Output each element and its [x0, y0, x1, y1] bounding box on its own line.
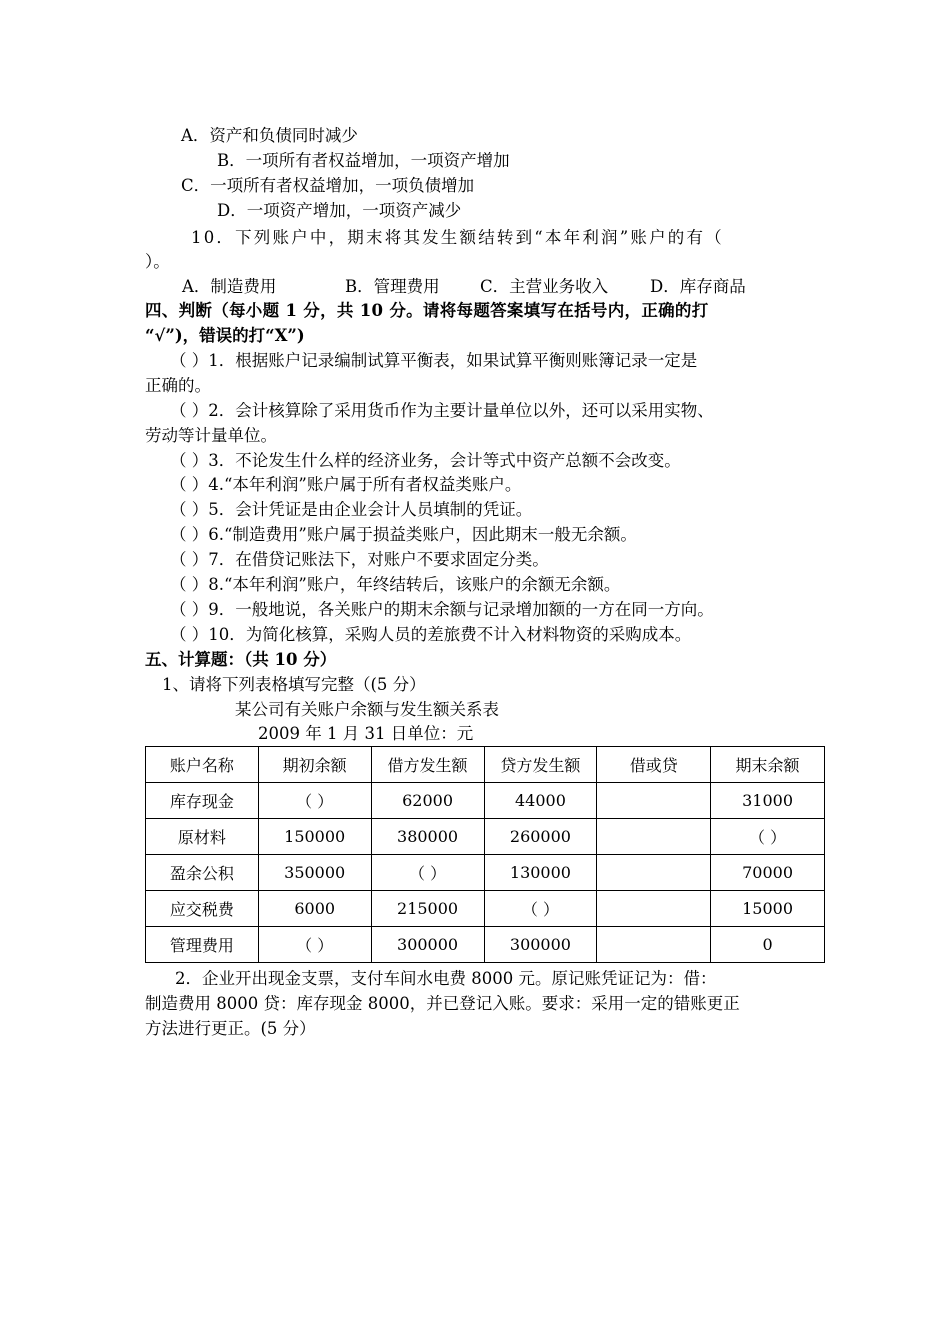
judgement-item-6: （ ）6.“制造费用”账户属于损益类账户，因此期末一般无余额。	[170, 525, 637, 544]
table-row	[146, 819, 825, 855]
judgement-item-2: （ ）2．会计核算除了采用货币作为主要计量单位以外，还可以采用实物、	[170, 401, 714, 420]
table-subtitle: 2009 年 1 月 31 日单位：元	[258, 724, 474, 743]
table-row	[146, 927, 825, 963]
table-cell: 70000	[711, 855, 825, 891]
option-10b: B．管理费用	[345, 277, 440, 296]
table-cell: 应交税费	[146, 891, 259, 927]
judgement-item-3: （ ）3．不论发生什么样的经济业务，会计等式中资产总额不会改变。	[170, 451, 681, 470]
table-cell: 300000	[484, 927, 597, 963]
table-cell: 库存现金	[146, 783, 259, 819]
header-account-name: 账户名称	[146, 747, 259, 783]
table-cell	[597, 819, 711, 855]
question-10-stem: 10．下列账户中，期末将其发生额结转到“本年利润”账户的有（	[191, 228, 724, 247]
judgement-item-4: （ ）4.“本年利润”账户属于所有者权益类账户。	[170, 475, 522, 494]
calc-question-2-cont: 制造费用 8000 贷：库存现金 8000，并已登记入账。要求：采用一定的错账更正	[145, 994, 740, 1013]
table-title: 某公司有关账户余额与发生额关系表	[235, 700, 499, 719]
table-row	[146, 855, 825, 891]
table-cell: 31000	[711, 783, 825, 819]
section-5-heading: 五、计算题：（共 10 分）	[145, 650, 337, 669]
table-cell: （ ）	[258, 927, 371, 963]
table-cell: 6000	[258, 891, 371, 927]
table-cell: （ ）	[258, 783, 371, 819]
judgement-item-9: （ ）9．一般地说，各关账户的期末余额与记录增加额的一方在同一方向。	[170, 600, 714, 619]
table-cell: 62000	[371, 783, 484, 819]
table-cell: （ ）	[711, 819, 825, 855]
judgement-item-2-cont: 劳动等计量单位。	[145, 426, 277, 445]
table-cell: 44000	[484, 783, 597, 819]
table-cell	[597, 927, 711, 963]
option-9a: A．资产和负债同时减少	[181, 126, 358, 145]
question-10-stem-cont: ）。	[145, 252, 170, 271]
option-10a: A．制造费用	[182, 277, 277, 296]
table-cell	[597, 891, 711, 927]
judgement-item-7: （ ）7．在借贷记账法下，对账户不要求固定分类。	[170, 550, 549, 569]
option-10c: C．主营业务收入	[480, 277, 609, 296]
table-row	[146, 891, 825, 927]
account-balance-table	[145, 746, 825, 963]
table-cell: 300000	[371, 927, 484, 963]
table-cell: 0	[711, 927, 825, 963]
table-cell: 215000	[371, 891, 484, 927]
table-cell: 260000	[484, 819, 597, 855]
calc-question-2-cont2: 方法进行更正。(5 分）	[145, 1019, 316, 1038]
table-cell: 350000	[258, 855, 371, 891]
table-cell: 130000	[484, 855, 597, 891]
judgement-item-10: （ ）10．为简化核算，采购人员的差旅费不计入材料物资的采购成本。	[170, 625, 692, 644]
header-opening-balance: 期初余额	[258, 747, 371, 783]
table-cell: 380000	[371, 819, 484, 855]
judgement-item-5: （ ）5．会计凭证是由企业会计人员填制的凭证。	[170, 500, 533, 519]
table-cell: （ ）	[484, 891, 597, 927]
table-cell: 150000	[258, 819, 371, 855]
table-cell: （ ）	[371, 855, 484, 891]
table-cell	[597, 783, 711, 819]
option-9d: D．一项资产增加，一项资产减少	[217, 201, 462, 220]
option-9b: B．一项所有者权益增加，一项资产增加	[217, 151, 510, 170]
table-cell: 原材料	[146, 819, 259, 855]
table-header-row	[146, 747, 825, 783]
header-debit-or-credit: 借或贷	[597, 747, 711, 783]
header-closing-balance: 期末余额	[711, 747, 825, 783]
option-10d: D．库存商品	[650, 277, 746, 296]
option-9c: C．一项所有者权益增加，一项负债增加	[181, 176, 475, 195]
header-debit-amount: 借方发生额	[371, 747, 484, 783]
table-cell: 15000	[711, 891, 825, 927]
table-cell: 盈余公积	[146, 855, 259, 891]
judgement-item-1-cont: 正确的。	[145, 376, 211, 395]
section-4-heading-cont: “√”)，错误的打“X”)	[145, 326, 305, 345]
header-credit-amount: 贷方发生额	[484, 747, 597, 783]
table-cell	[597, 855, 711, 891]
judgement-item-1: （ ）1．根据账户记录编制试算平衡表，如果试算平衡则账簿记录一定是	[170, 351, 698, 370]
section-4-heading: 四、判断（每小题 1 分，共 10 分。请将每题答案填写在括号内，正确的打	[145, 301, 709, 320]
calc-question-1-prompt: 1、请将下列表格填写完整（(5 分）	[162, 675, 426, 694]
table-row	[146, 783, 825, 819]
judgement-item-8: （ ）8.“本年利润”账户，年终结转后，该账户的余额无余额。	[170, 575, 621, 594]
calc-question-2: 2．企业开出现金支票，支付车间水电费 8000 元。原记账凭证记为：借：	[175, 969, 717, 988]
table-cell: 管理费用	[146, 927, 259, 963]
